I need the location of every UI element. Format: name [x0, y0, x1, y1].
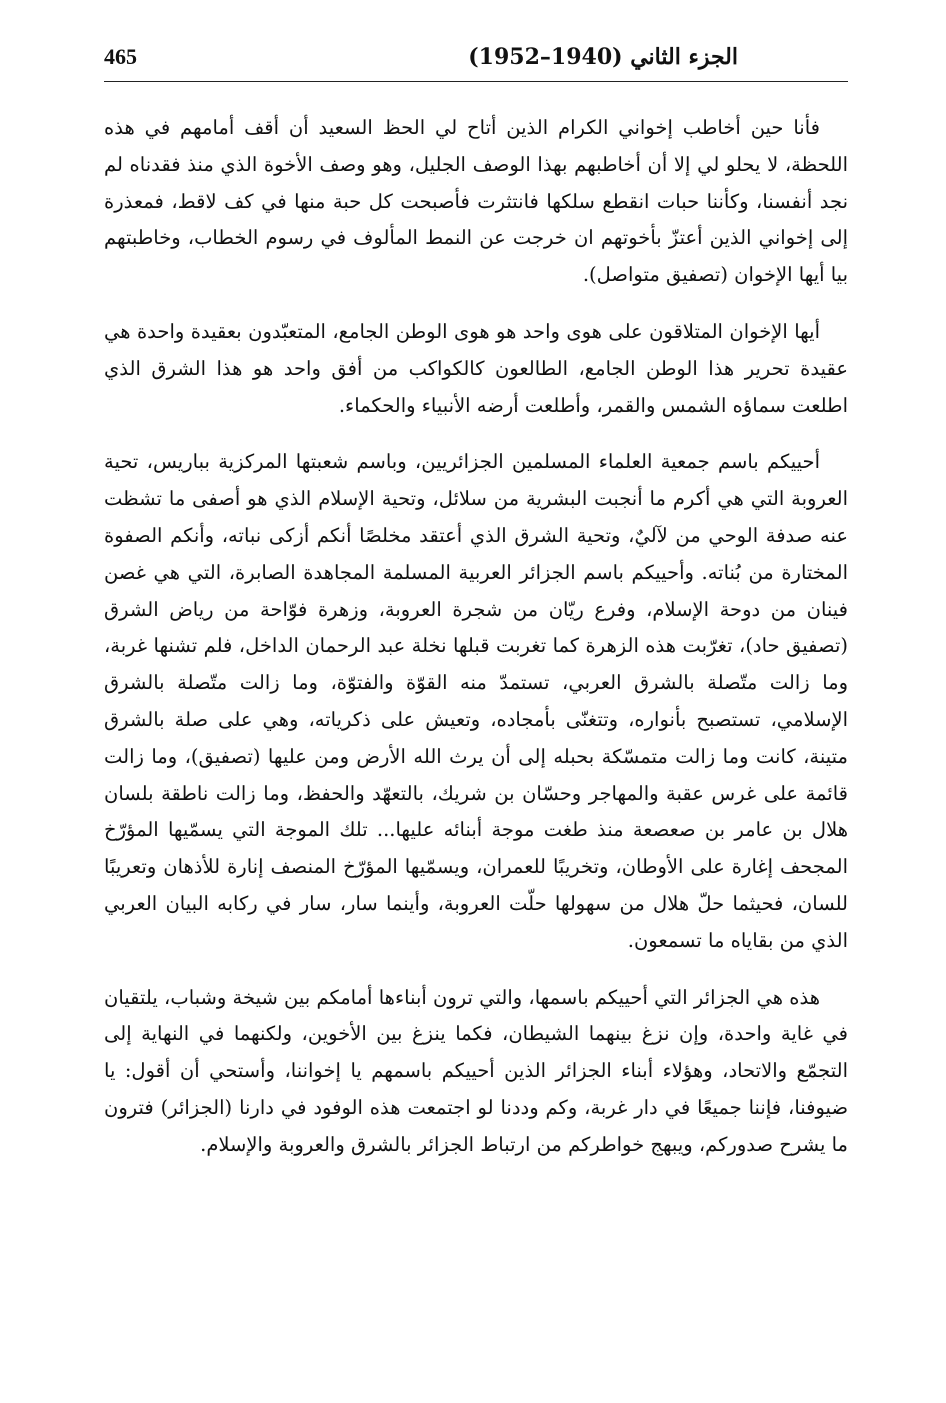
paragraph-1: فأنا حين أخاطب إخواني الكرام الذين أتاح لي الحظ السعيد أن أقف أمامهم في هذه اللحظة، لا يحلو لي إلا أن أخاطبهم بهذا الوصف الجليل، وهو وصف الأخوة الذي منذ فقدناه لم نجد أنفسنا، وكأننا حبات انقطع سلكها فانتثرت فأصبحت كل حبة منها في كف لاقط، فمعذرة إلى إخواني الذين أعتزّ بأخوتهم ان خرجت عن النمط المألوف في رسوم الخطاب، وخاطبتهم بيا أيها الإخوان (تصفيق متواصل).	[104, 116, 848, 287]
page-number: 465	[104, 44, 137, 69]
page-header	[104, 38, 848, 80]
paragraph-3: أحييكم باسم جمعية العلماء المسلمين الجزائريين، وباسم شعبتها المركزية بباريس، تحية العروبة التي هي أكرم ما أنجبت البشرية من سلائل، وتحية الإسلام الذي هو أصفى ما تشظت عنه صدفة الوحي من لآليٌ، وتحية الشرق الذي أعتقد مخلصًا أنكم أزكى نباته، وأنكم الصفوة المختارة من بُناته. وأحييكم باسم الجزائر العربية المسلمة المجاهدة الصابرة، التي هي غصن فينان من دوحة الإسلام، وفرع ريّان من شجرة العروبة، وزهرة فوّاحة من رياض الشرق (تصفيق حاد)، تغرّبت هذه الزهرة كما تغربت قبلها نخلة عبد الرحمان الداخل، فلم تشنها غربة، وما زالت متّصلة بالشرق العربي، تستمدّ منه القوّة والفتوّة، وما زالت متّصلة بالشرق الإسلامي، تستصبح بأنواره، وتتغنّى بأمجاده، وتعيش على ذكرياته، وهي على صلة بالشرق متينة، كانت وما زالت متمسّكة بحبله إلى أن يرث الله الأرض ومن عليها (تصفيق)، وما زالت قائمة على غرس عقبة والمهاجر وحسّان بن شريك، بالتعهّد والحفظ، وما زالت ناطقة بلسان هلال بن عامر بن صعصعة منذ طغت موجة أبنائه عليها... تلك الموجة التي يسمّيها المؤرّخ المجحف إغارة على الأوطان، وتخريبًا للعمران، ويسمّيها المؤرّخ المنصف إنارة للأذهان وتعريبًا للسان، فحيثما حلّ هلال من سهولها حلّت العروبة، وأينما سار، سار في ركابه البيان العربي الذي من بقاياه ما تسمعون.	[104, 450, 848, 952]
running-title: الجزء الثاني (1940–1952)	[468, 44, 738, 70]
header-rule	[104, 81, 848, 82]
paragraph-2: أيها الإخوان المتلاقون على هوى واحد هو هوى الوطن الجامع، المتعبّدون بعقيدة واحدة هي عقيدة تحرير هذا الوطن الجامع، الطالعون كالكواكب من أفق واحد هو هذا الشرق الذي اطلعت سماؤه الشمس والقمر، وأطلعت أرضه الأنبياء والحكماء.	[104, 319, 848, 417]
paragraph-4: هذه هي الجزائر التي أحييكم باسمها، والتي ترون أبناءها أمامكم بين شيخة وشباب، يلتقيان في غاية واحدة، وإن نزغ بينهما الشيطان، فكما ينزغ بين الأخوين، ولكنهما في النهاية إلى التجمّع والاتحاد، وهؤلاء أبناء الجزائر الذين أحييكم باسمهم يا إخواننا، وأستحي أن أقول: يا ضيوفنا، فإننا جميعًا في دار غربة، وكم وددنا لو اجتمعت هذه الوفود في دارنا (الجزائر) فترون ما يشرح صدوركم، ويبهج خواطركم من ارتباط الجزائر بالشرق والعروبة والإسلام.	[104, 985, 848, 1156]
page-body	[104, 110, 848, 1164]
